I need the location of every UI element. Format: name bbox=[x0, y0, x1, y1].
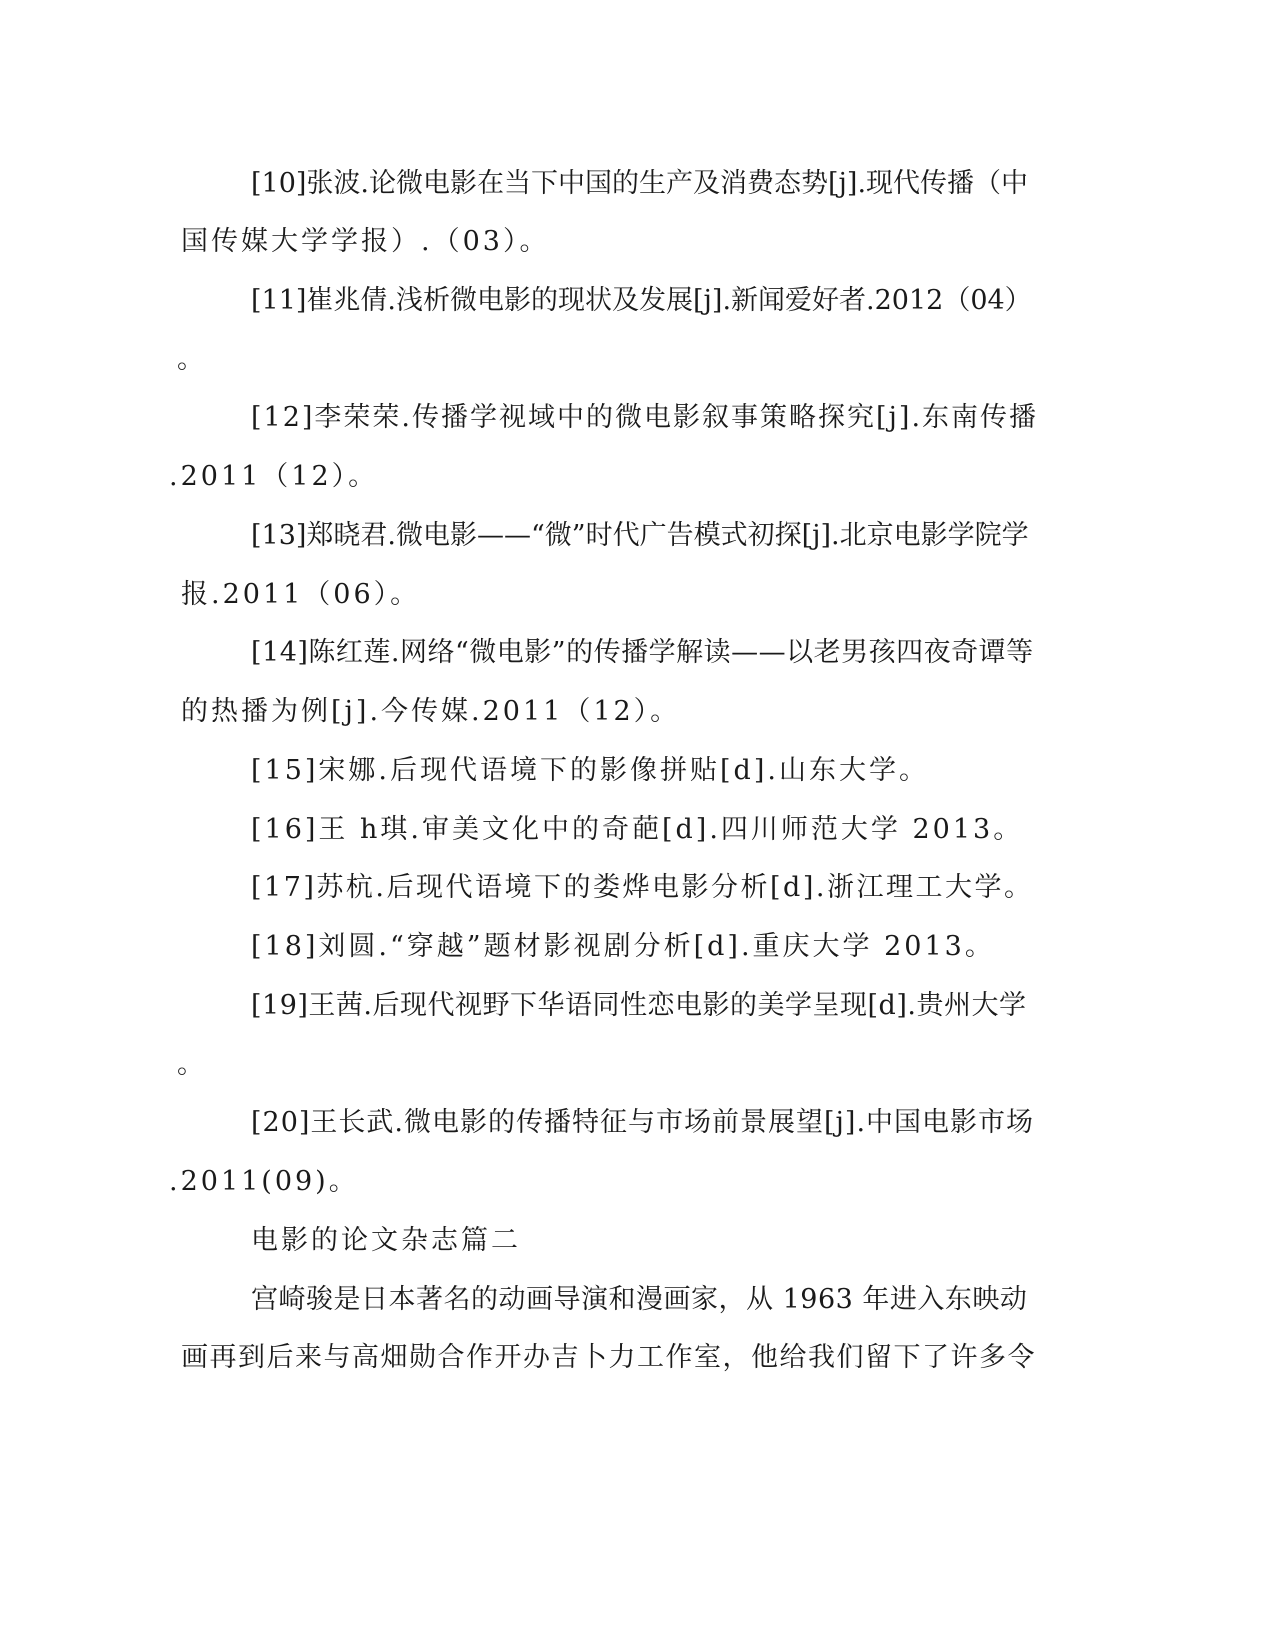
reference-20-line-2: .2011(09)。 bbox=[169, 1166, 359, 1197]
body-paragraph-line-2: 画再到后来与高畑勋合作开办吉卜力工作室，他给我们留下了许多令 bbox=[181, 1342, 1036, 1373]
reference-10-line-2: 国传媒大学学报）.（03）。 bbox=[181, 226, 550, 257]
reference-11-line-2: 。 bbox=[177, 344, 207, 375]
reference-12-line-2: .2011（12）。 bbox=[169, 461, 379, 492]
section-heading: 电影的论文杂志篇二 bbox=[251, 1225, 521, 1256]
reference-11-line-1: [11]崔兆倩.浅析微电影的现状及发展[j].新闻爱好者.2012（04） bbox=[251, 285, 1032, 316]
body-paragraph-line-1: 宫崎骏是日本著名的动画导演和漫画家，从 1963 年进入东映动 bbox=[251, 1284, 1028, 1315]
reference-19-line-2: 。 bbox=[177, 1049, 207, 1080]
reference-16: [16]王 h琪.审美文化中的奇葩[d].四川师范大学 2013。 bbox=[251, 814, 1024, 845]
reference-14-line-1: [14]陈红莲.网络“微电影”的传播学解读——以老男孩四夜奇谭等 bbox=[251, 637, 1034, 668]
reference-14-line-2: 的热播为例[j].今传媒.2011（12）。 bbox=[181, 696, 681, 727]
reference-13-line-2: 报.2011（06）。 bbox=[181, 579, 421, 610]
reference-19-line-1: [19]王茜.后现代视野下华语同性恋电影的美学呈现[d].贵州大学 bbox=[251, 990, 1027, 1021]
reference-17: [17]苏杭.后现代语境下的娄烨电影分析[d].浙江理工大学。 bbox=[251, 872, 1034, 903]
reference-18: [18]刘圆.“穿越”题材影视剧分析[d].重庆大学 2013。 bbox=[251, 931, 995, 962]
reference-13-line-1: [13]郑晓君.微电影——“微”时代广告模式初探[j].北京电影学院学 bbox=[251, 520, 1029, 551]
reference-15: [15]宋娜.后现代语境下的影像拼贴[d].山东大学。 bbox=[251, 755, 929, 786]
reference-20-line-1: [20]王长武.微电影的传播特征与市场前景展望[j].中国电影市场 bbox=[251, 1107, 1035, 1138]
reference-10-line-1: [10]张波.论微电影在当下中国的生产及消费态势[j].现代传播（中 bbox=[251, 168, 1029, 199]
reference-12-line-1: [12]李荣荣.传播学视域中的微电影叙事策略探究[j].东南传播 bbox=[251, 402, 1039, 433]
